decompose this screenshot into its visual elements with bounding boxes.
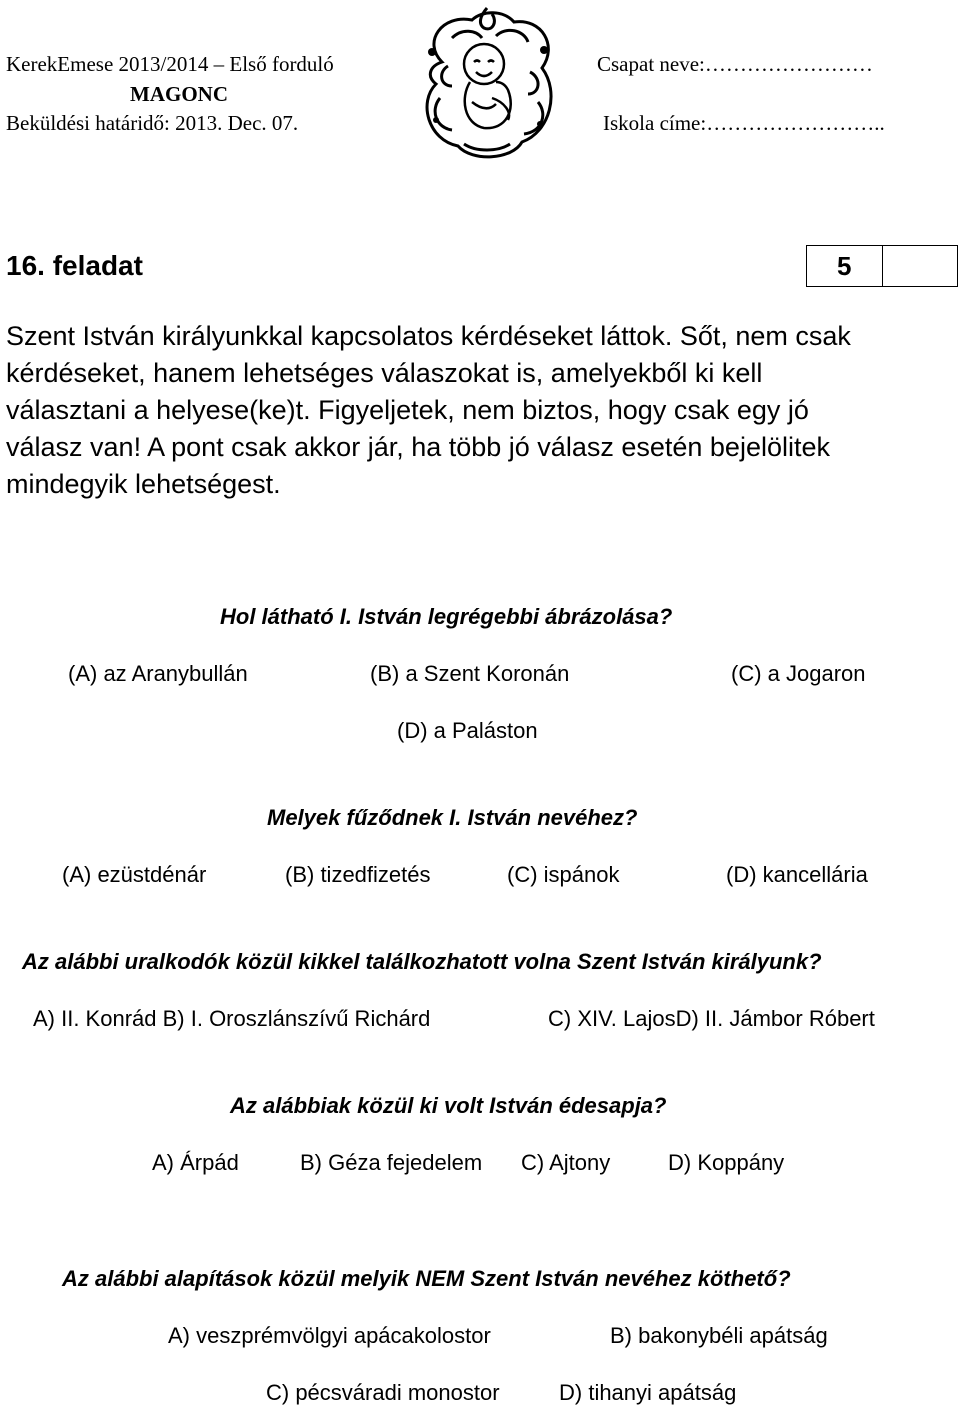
question-1-text: Hol látható I. István legrégebbi ábrázolása? <box>220 604 673 629</box>
team-name-field: Csapat neve:…………………… <box>597 52 873 76</box>
earned-points-field[interactable] <box>882 246 958 286</box>
question-1-option-a[interactable]: (A) az Aranybullán <box>68 661 248 686</box>
question-4-text: Az alábbiak közül ki volt István édesapja? <box>230 1093 667 1118</box>
instruction-line: mindegyik lehetségest. <box>6 469 281 499</box>
question-4-option-d[interactable]: D) Koppány <box>668 1150 785 1175</box>
instruction-line: Szent István királyunkkal kapcsolatos kérdéseket láttok. Sőt, nem csak <box>6 321 851 351</box>
task-instructions <box>6 318 936 503</box>
question-2-text: Melyek fűződnek I. István nevéhez? <box>267 805 638 830</box>
header-category: MAGONC <box>130 82 228 106</box>
question-3-text: Az alábbi uralkodók közül kikkel találkozhatott volna Szent István királyunk? <box>22 949 822 974</box>
question-3-options-cd[interactable]: C) XIV. LajosD) II. Jámbor Róbert <box>548 1006 875 1031</box>
child-with-flower-logo-icon <box>412 2 562 162</box>
question-4-option-c[interactable]: C) Ajtony <box>521 1150 611 1175</box>
question-1-option-d[interactable]: (D) a Paláston <box>397 718 538 743</box>
score-box <box>806 245 958 287</box>
question-3-options-ab[interactable]: A) II. Konrád B) I. Oroszlánszívű Richárd <box>33 1006 431 1031</box>
question-1-option-c[interactable]: (C) a Jogaron <box>731 661 866 686</box>
question-2-option-c[interactable]: (C) ispánok <box>507 862 620 887</box>
question-4-option-a[interactable]: A) Árpád <box>152 1150 239 1175</box>
task-title: 16. feladat <box>6 250 143 281</box>
school-address-field: Iskola címe:…………………….. <box>603 111 885 135</box>
instruction-line: kérdéseket, hanem lehetséges válaszokat is, amelyekből ki kell <box>6 358 763 388</box>
question-5-text: Az alábbi alapítások közül melyik NEM Szent István nevéhez köthető? <box>62 1266 791 1291</box>
instruction-line: válasz van! A pont csak akkor jár, ha több jó válasz esetén bejelölitek <box>6 432 830 462</box>
question-2-option-b[interactable]: (B) tizedfizetés <box>285 862 431 887</box>
question-5-option-c[interactable]: C) pécsváradi monostor <box>266 1380 500 1405</box>
question-1-option-b[interactable]: (B) a Szent Koronán <box>370 661 570 686</box>
header-event-title: KerekEmese 2013/2014 – Első forduló <box>6 52 334 76</box>
header-deadline: Beküldési határidő: 2013. Dec. 07. <box>6 111 299 135</box>
max-points: 5 <box>837 250 852 281</box>
question-2-option-a[interactable]: (A) ezüstdénár <box>62 862 207 887</box>
question-5-option-b[interactable]: B) bakonybéli apátság <box>610 1323 828 1348</box>
question-5-option-d[interactable]: D) tihanyi apátság <box>559 1380 737 1405</box>
question-2-option-d[interactable]: (D) kancellária <box>726 862 868 887</box>
question-5-option-a[interactable]: A) veszprémvölgyi apácakolostor <box>168 1323 491 1348</box>
instruction-line: választani a helyese(ke)t. Figyeljetek, nem biztos, hogy csak egy jó <box>6 395 809 425</box>
question-4-option-b[interactable]: B) Géza fejedelem <box>300 1150 483 1175</box>
